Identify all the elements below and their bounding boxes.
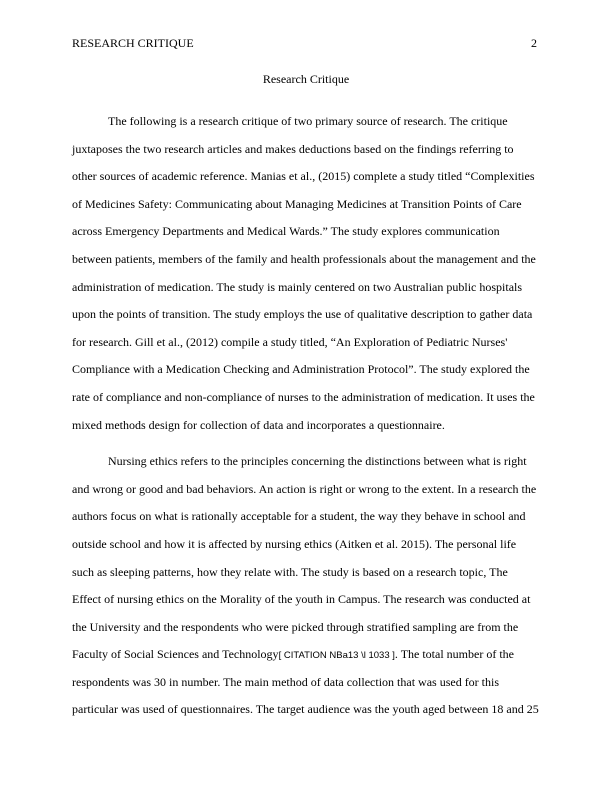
text-line: and wrong or good and bad behaviors. An action is right or wrong to the extent. In a research the <box>72 481 537 496</box>
paragraph-2 <box>72 448 544 724</box>
paragraph-1 <box>72 108 544 439</box>
text-line: juxtaposes the two research articles and makes deductions based on the findings referring to <box>72 141 514 156</box>
text-line: respondents was 30 in number. The main method of data collection that was used for this <box>72 674 500 689</box>
text-line: mixed methods design for collection of data and incorporates a questionnaire. <box>72 417 445 432</box>
text-line: authors focus on what is rationally acceptable for a student, the way they behave in school and <box>72 509 526 524</box>
citation-field: [ CITATION NBa13 \l 1033 ] <box>278 650 395 662</box>
text-line: The following is a research critique of two primary source of research. The critique <box>108 114 508 128</box>
text-line: such as sleeping patterns, how they relate with. The study is based on a research topic, The <box>72 564 508 579</box>
text-line: particular was used of questionnaires. The target audience was the youth aged between 18 and 25 <box>72 702 539 717</box>
citation-text-line <box>72 641 544 669</box>
text-line: Compliance with a Medication Checking and Administration Protocol”. The study explored the <box>72 362 530 377</box>
text-fragment: . The total number of the <box>394 647 514 662</box>
text-line: Effect of nursing ethics on the Morality of the youth in Campus. The research was conducted at <box>72 592 531 607</box>
page-number: 2 <box>531 36 537 50</box>
text-line: other sources of academic reference. Manias et al., (2015) complete a study titled “Complexities <box>72 169 535 184</box>
text-fragment: Faculty of Social Sciences and Technology <box>72 647 279 662</box>
document-body <box>72 108 544 724</box>
paragraph-spacer <box>72 439 544 448</box>
text-line: between patients, members of the family and health professionals about the management and the <box>72 251 536 266</box>
text-line: for research. Gill et al., (2012) compile a study titled, “An Exploration of Pediatric Nurses' <box>72 334 508 349</box>
text-line: of Medicines Safety: Communicating about Managing Medicines at Transition Points of Care <box>72 196 522 211</box>
text-line: Nursing ethics refers to the principles concerning the distinctions between what is right <box>108 454 527 469</box>
text-line: administration of medication. The study is mainly centered on two Australian public hospitals <box>72 279 523 294</box>
text-line: across Emergency Departments and Medical Wards.” The study explores communication <box>72 224 500 239</box>
running-head: RESEARCH CRITIQUE <box>72 36 194 50</box>
document-title: Research Critique <box>262 72 350 86</box>
text-line: the University and the respondents who were picked through stratified sampling are from the <box>72 619 519 634</box>
text-line: upon the points of transition. The study employs the use of qualitative description to gather data <box>72 307 533 322</box>
text-line: rate of compliance and non-compliance of nurses to the administration of medication. It uses the <box>72 389 535 404</box>
text-line: outside school and how it is affected by nursing ethics (Aitken et al. 2015). The personal life <box>72 536 517 551</box>
